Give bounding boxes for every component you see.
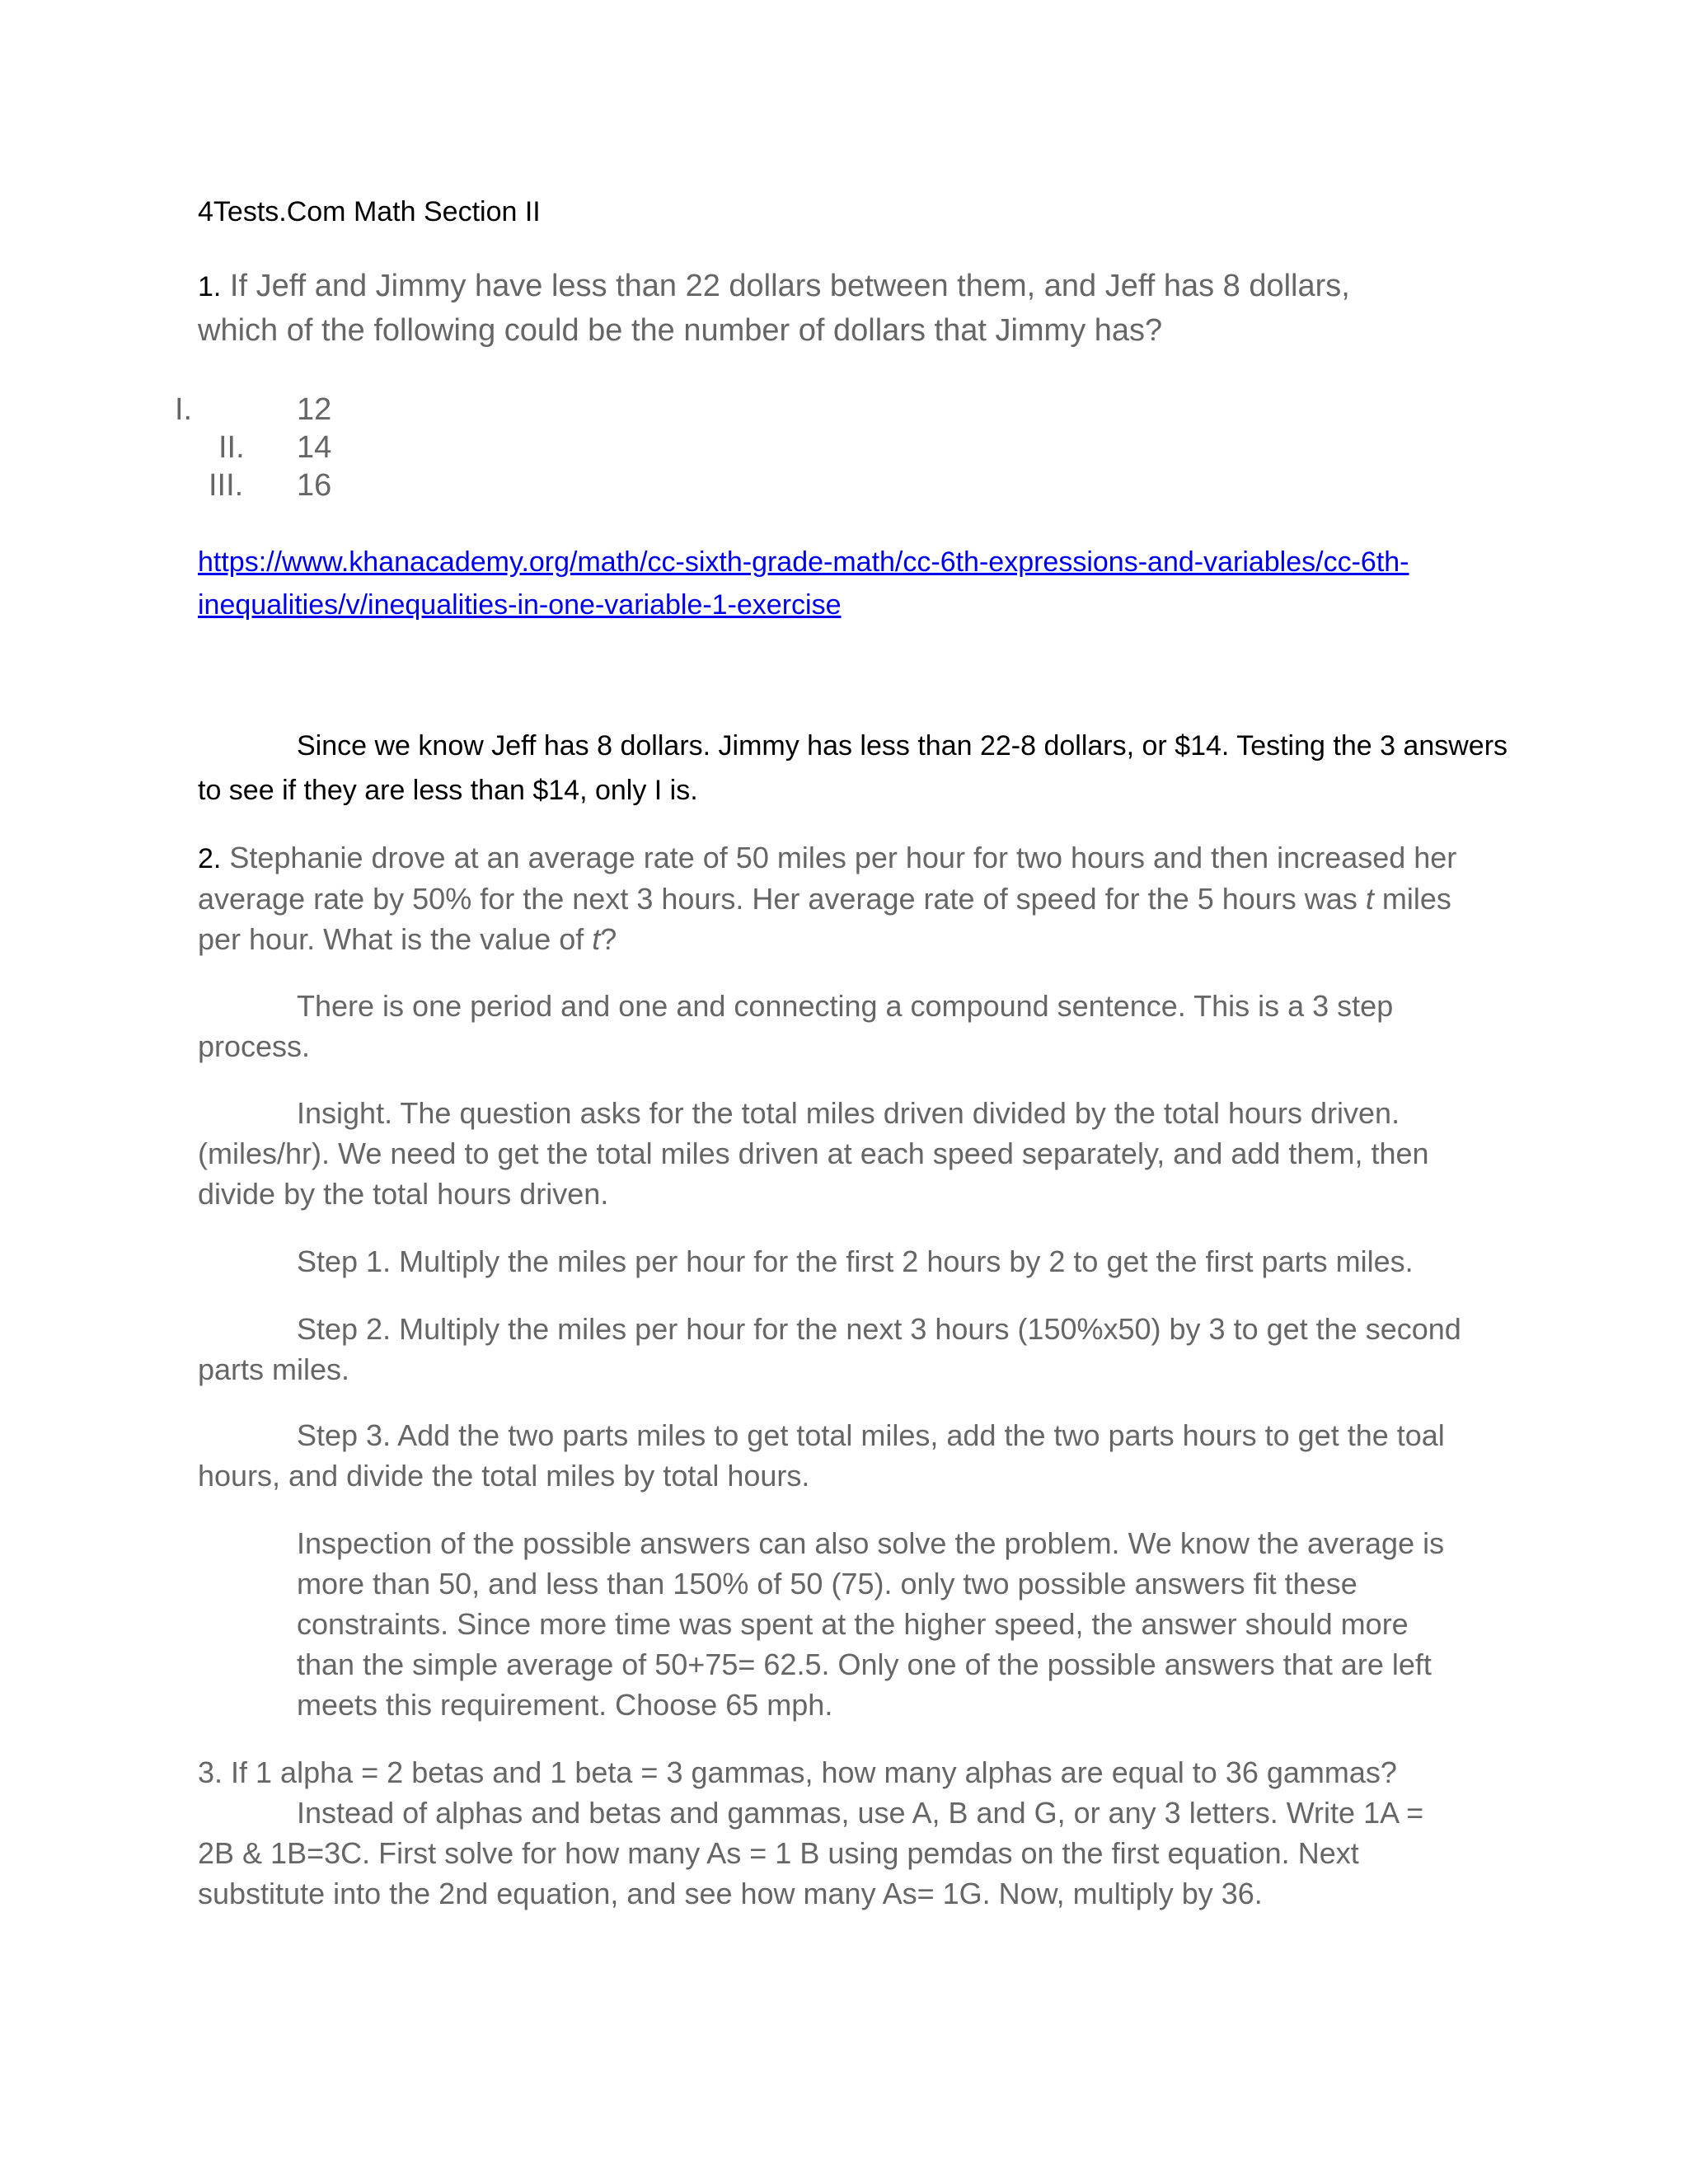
step-3-line: hours, and divide the total miles by total hours.	[198, 1459, 810, 1493]
paragraph-line: divide by the total hours driven.	[198, 1177, 609, 1211]
text-segment: per hour. What is the value of	[198, 922, 593, 956]
paragraph-line: Insight. The question asks for the total miles driven divided by the total hours driven.	[297, 1096, 1400, 1130]
question-3-line: Instead of alphas and betas and gammas, use A, B and G, or any 3 letters. Write 1A =	[297, 1796, 1424, 1830]
question-text-line: Stephanie drove at an average rate of 50 miles per hour for two hours and then increased her	[229, 841, 1457, 874]
inspection-line: more than 50, and less than 150% of 50 (75). only two possible answers fit these	[297, 1567, 1357, 1601]
question-number: 1.	[198, 271, 222, 302]
option-numeral: I.	[175, 392, 193, 427]
answer-explanation-line: to see if they are less than $14, only I is.	[198, 775, 698, 806]
step-3-line: Step 3. Add the two parts miles to get total miles, add the two parts hours to get the toal	[297, 1418, 1445, 1452]
inspection-line: meets this requirement. Choose 65 mph.	[297, 1688, 833, 1722]
answer-explanation-line: Since we know Jeff has 8 dollars. Jimmy has less than 22-8 dollars, or $14. Testing the 3 answers	[297, 730, 1508, 762]
variable-t: t	[1365, 882, 1374, 916]
option-numeral: II.	[218, 430, 245, 465]
question-2	[198, 837, 1456, 879]
link-line[interactable]: inequalities/v/inequalities-in-one-variable-1-exercise	[198, 589, 842, 621]
inspection-line: than the simple average of 50+75= 62.5. Only one of the possible answers that are left	[297, 1647, 1432, 1681]
text-segment: ?	[600, 922, 617, 956]
question-3-line: 2B & 1B=3C. First solve for how many As = 1 B using pemdas on the first equation. Next	[198, 1836, 1359, 1870]
inspection-line: Inspection of the possible answers can also solve the problem. We know the average is	[297, 1526, 1445, 1560]
variable-t: t	[592, 922, 601, 956]
question-text-line	[198, 919, 617, 959]
khan-academy-link[interactable]	[198, 541, 1409, 626]
link-line[interactable]: https://www.khanacademy.org/math/cc-sixth-grade-math/cc-6th-expressions-and-variables/cc-6th-	[198, 546, 1409, 578]
text-segment: miles	[1373, 882, 1451, 916]
question-1	[198, 264, 1350, 309]
question-3-line: 3. If 1 alpha = 2 betas and 1 beta = 3 gammas, how many alphas are equal to 36 gammas?	[198, 1755, 1397, 1789]
option-value: 14	[297, 430, 332, 465]
question-text-line: which of the following could be the number of dollars that Jimmy has?	[198, 313, 1163, 348]
option-value: 16	[297, 468, 332, 503]
paragraph-line: process.	[198, 1029, 311, 1063]
question-text-line: If Jeff and Jimmy have less than 22 dollars between them, and Jeff has 8 dollars,	[229, 269, 1350, 303]
question-number: 2.	[198, 843, 222, 874]
step-1-line: Step 1. Multiply the miles per hour for the first 2 hours by 2 to get the first parts miles.	[297, 1244, 1414, 1278]
question-3-line: substitute into the 2nd equation, and see how many As= 1G. Now, multiply by 36.	[198, 1877, 1263, 1910]
option-value: 12	[297, 392, 332, 427]
question-text-line	[198, 879, 1451, 919]
document-title: 4Tests.Com Math Section II	[198, 196, 541, 227]
paragraph-line: (miles/hr). We need to get the total miles driven at each speed separately, and add them, then	[198, 1137, 1429, 1170]
inspection-line: constraints. Since more time was spent at the higher speed, the answer should more	[297, 1607, 1409, 1641]
option-numeral: III.	[209, 468, 244, 503]
text-segment: average rate by 50% for the next 3 hours. Her average rate of speed for the 5 hours was	[198, 882, 1366, 916]
paragraph-line: There is one period and one and connecting a compound sentence. This is a 3 step	[297, 989, 1394, 1023]
step-2-line: parts miles.	[198, 1352, 350, 1386]
step-2-line: Step 2. Multiply the miles per hour for the next 3 hours (150%x50) by 3 to get the second	[297, 1312, 1461, 1346]
